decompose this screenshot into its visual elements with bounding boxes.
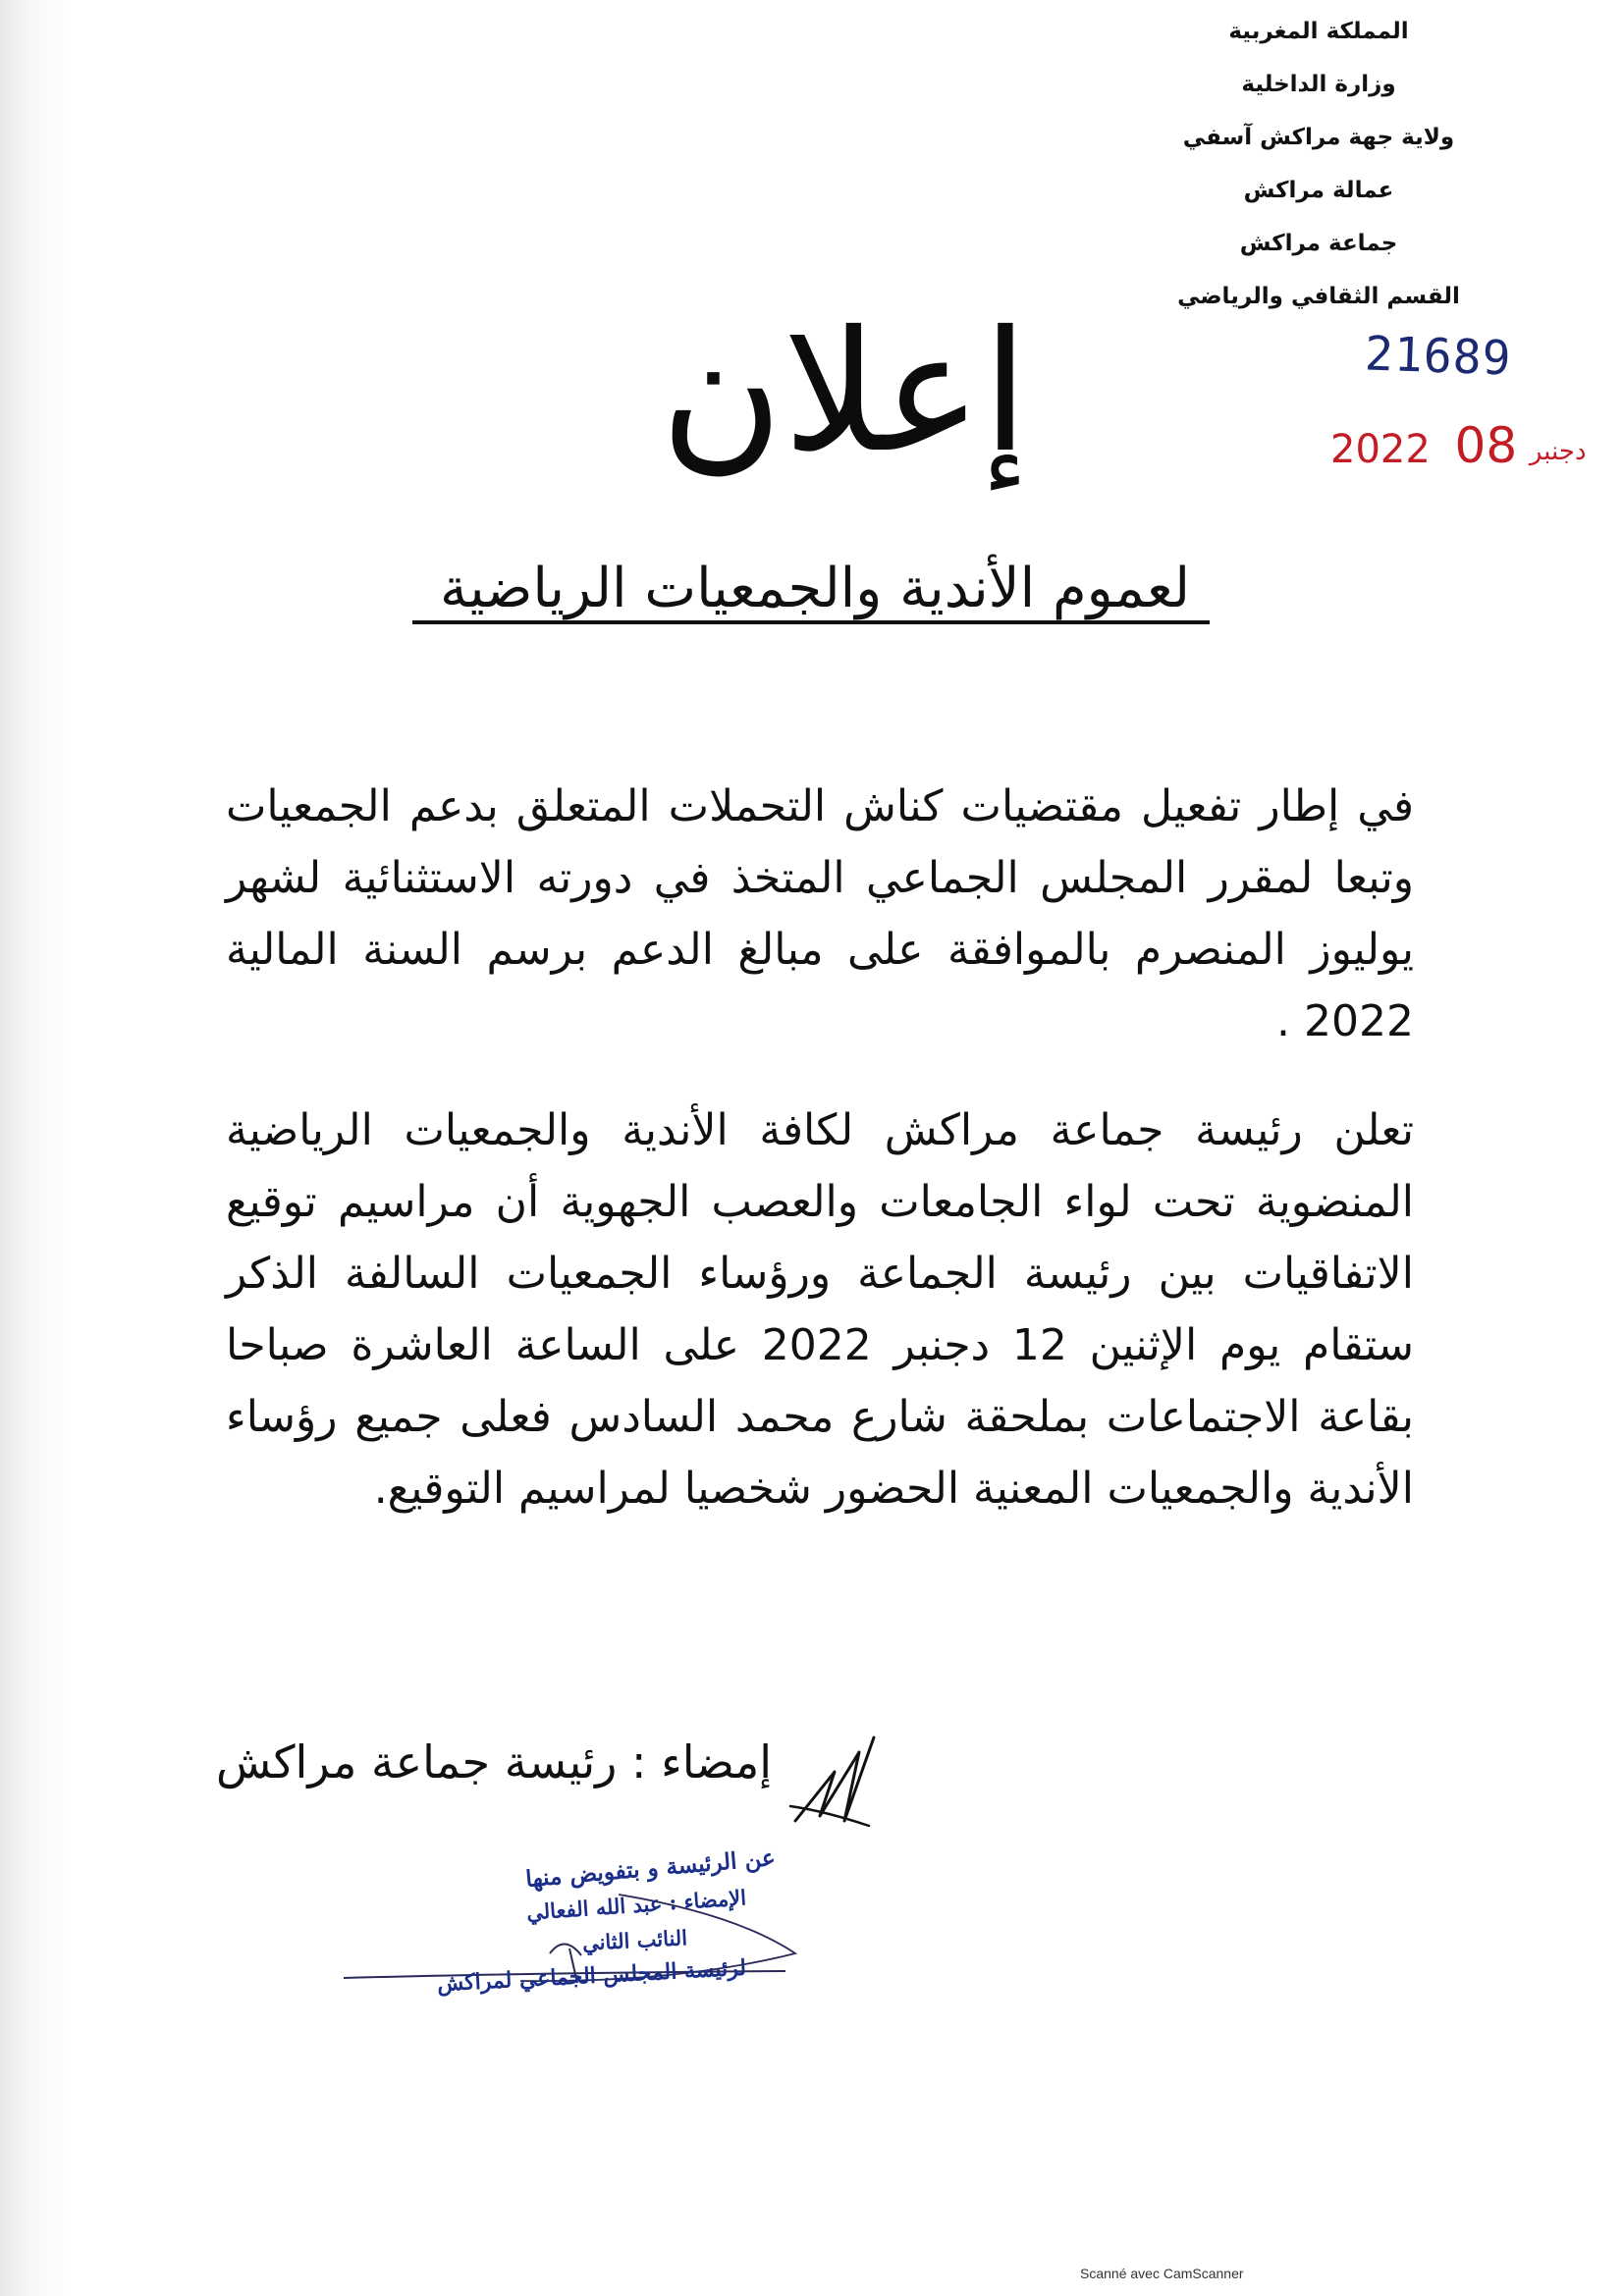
header-kingdom: المملكة المغربية bbox=[1228, 19, 1409, 44]
scan-edge-shadow bbox=[0, 0, 69, 2296]
date-month: دجنبر bbox=[1529, 437, 1587, 466]
letterhead bbox=[1112, 5, 1525, 323]
date-day: 08 bbox=[1454, 417, 1518, 474]
date-year: 2022 bbox=[1330, 427, 1431, 472]
stamp-line-delegation: عن الرئيسة و بتفويض منها bbox=[524, 1843, 777, 1894]
paragraph-context: في إطار تفعيل مقتضيات كناش التحملات المتعلق بدعم الجمعيات وتبعا لمقرر المجلس الجماعي المتخذ في دورته الاستثنائية لشهر يوليوز المنصرم بالموافقة على مبالغ الدعم برسم السنة المالية 2022 . bbox=[226, 781, 1414, 1046]
announcement-title: إعلان bbox=[660, 295, 1029, 490]
header-region: ولاية جهة مراكش آسفي bbox=[1182, 125, 1455, 150]
subtitle-underline bbox=[412, 620, 1210, 624]
scanner-watermark: Scanné avec CamScanner bbox=[1080, 2266, 1244, 2281]
header-department: القسم الثقافي والرياضي bbox=[1177, 284, 1460, 309]
header-prefecture: عمالة مراكش bbox=[1243, 178, 1394, 203]
reference-number: 21689 bbox=[1364, 326, 1513, 387]
announcement-subtitle: لعموم الأندية والجمعيات الرياضية bbox=[439, 557, 1191, 620]
header-ministry: وزارة الداخلية bbox=[1241, 72, 1396, 97]
paragraph-announcement: تعلن رئيسة جماعة مراكش لكافة الأندية والجمعيات الرياضية المنضوية تحت لواء الجامعات والعصب الجهوية أن مراسيم توقيع الاتفاقيات بين رئيسة الجماعة ورؤساء الجمعيات السالفة الذكر ستقام يوم الإثنين 12 دجنبر 2022 على الساعة العاشرة صباحا بقاعة الاجتماعات بملحقة شارع محمد السادس فعلى جميع رؤساء الأندية والجمعيات المعنية الحضور شخصيا لمراسيم التوقيع. bbox=[226, 1105, 1415, 1514]
stamp-line-deputy: النائب الثاني bbox=[581, 1925, 688, 1955]
header-commune: جماعة مراكش bbox=[1239, 231, 1398, 256]
signature-label: إمضاء : رئيسة جماعة مراكش bbox=[216, 1735, 773, 1789]
handwritten-signature bbox=[785, 1713, 884, 1841]
stamp-line-council: لرئيسة المجلس الجماعي لمراكش bbox=[436, 1954, 747, 1998]
stamp-line-signatory: الإمضاء : عبد الله الفعالي bbox=[525, 1885, 747, 1925]
date-stamp bbox=[1330, 417, 1587, 474]
delegation-stamp bbox=[324, 1843, 815, 2032]
